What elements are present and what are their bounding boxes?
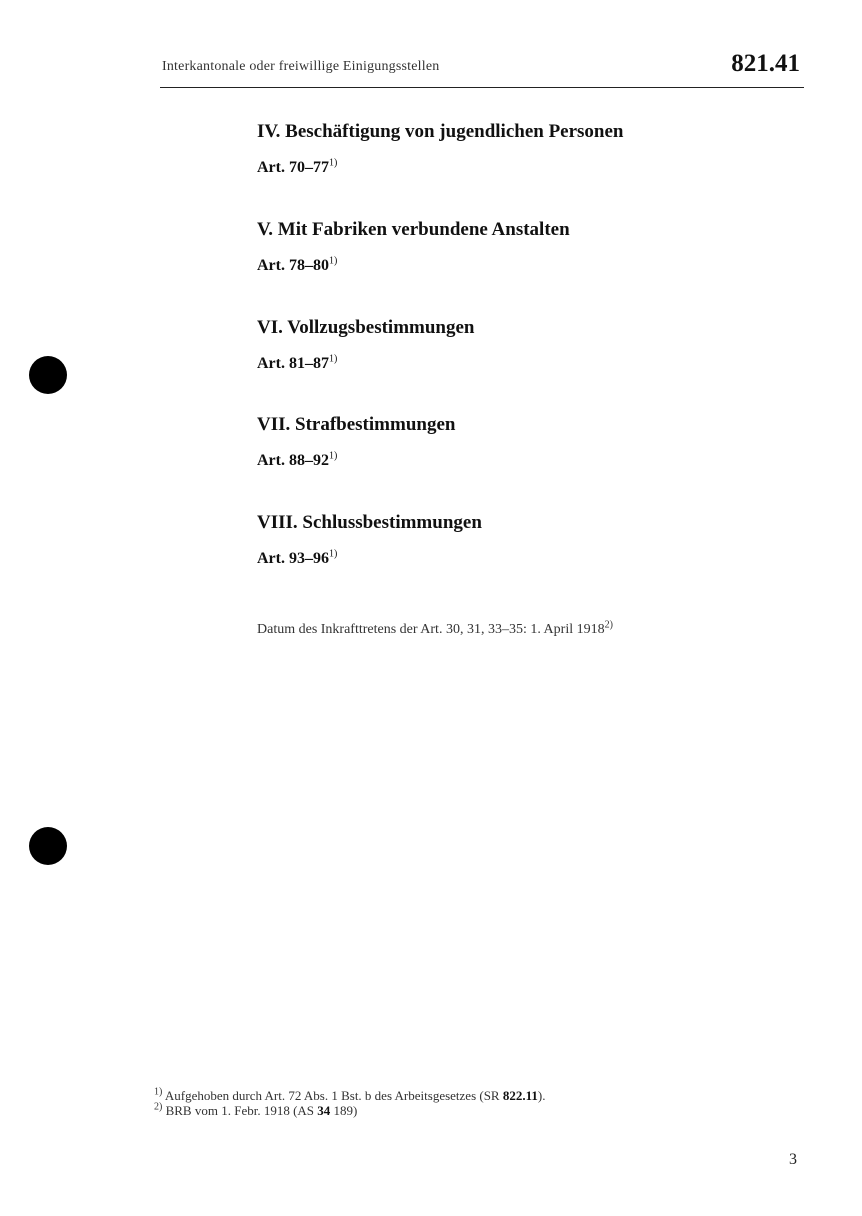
section-title: IV. Beschäftigung von jugendlichen Personen: [257, 121, 624, 142]
footnote-ref: 1): [328, 353, 338, 365]
footnote-1: [154, 1088, 546, 1103]
articles-range: Art. 81–87: [257, 355, 329, 372]
footnote-text-end: 189): [330, 1103, 358, 1118]
footnote-sr-ref: 822.11: [502, 1088, 538, 1103]
sr-number: 821.41: [731, 50, 800, 77]
articles-range: Art. 88–92: [257, 452, 329, 469]
footnote-2: [154, 1103, 546, 1118]
entry-into-force: [257, 619, 613, 638]
footnote-mark: 2): [154, 1101, 163, 1113]
footnote-ref: 2): [604, 619, 613, 631]
footnote-ref: 1): [328, 548, 338, 560]
footnote-as-volume: 34: [317, 1103, 331, 1118]
footnote-ref: 1): [328, 255, 338, 267]
section-articles: [257, 256, 570, 276]
section-title: V. Mit Fabriken verbundene Anstalten: [257, 219, 570, 240]
section-title: VI. Vollzugsbestimmungen: [257, 317, 475, 338]
section-v: [257, 218, 570, 276]
punch-hole: [29, 356, 67, 394]
footnote-ref: 1): [328, 450, 338, 462]
running-title: Interkantonale oder freiwillige Einigungsstellen: [162, 59, 440, 74]
punch-hole: [29, 827, 67, 865]
section-viii: [257, 511, 482, 569]
section-title: VIII. Schlussbestimmungen: [257, 512, 482, 533]
section-articles: [257, 354, 475, 374]
footnote-text: Aufgehoben durch Art. 72 Abs. 1 Bst. b des Arbeitsgesetzes (SR: [164, 1088, 503, 1103]
section-articles: [257, 549, 482, 569]
footnote-mark: 1): [154, 1086, 163, 1098]
section-articles: [257, 451, 455, 471]
page-number: 3: [789, 1151, 797, 1168]
footnote-text-end: ).: [537, 1088, 546, 1103]
footnote-text: BRB vom 1. Febr. 1918 (AS: [165, 1103, 318, 1118]
footnote-ref: 1): [328, 157, 338, 169]
header-divider: [160, 87, 804, 88]
section-vi: [257, 316, 475, 374]
section-iv: [257, 120, 624, 178]
entry-into-force-text: Datum des Inkrafttretens der Art. 30, 31, 33–35: 1. April 1918: [257, 622, 605, 637]
section-articles: [257, 158, 624, 178]
articles-range: Art. 70–77: [257, 159, 329, 176]
articles-range: Art. 78–80: [257, 257, 329, 274]
footnotes: [154, 1088, 546, 1118]
articles-range: Art. 93–96: [257, 550, 329, 567]
section-title: VII. Strafbestimmungen: [257, 414, 456, 435]
section-vii: [257, 413, 455, 471]
